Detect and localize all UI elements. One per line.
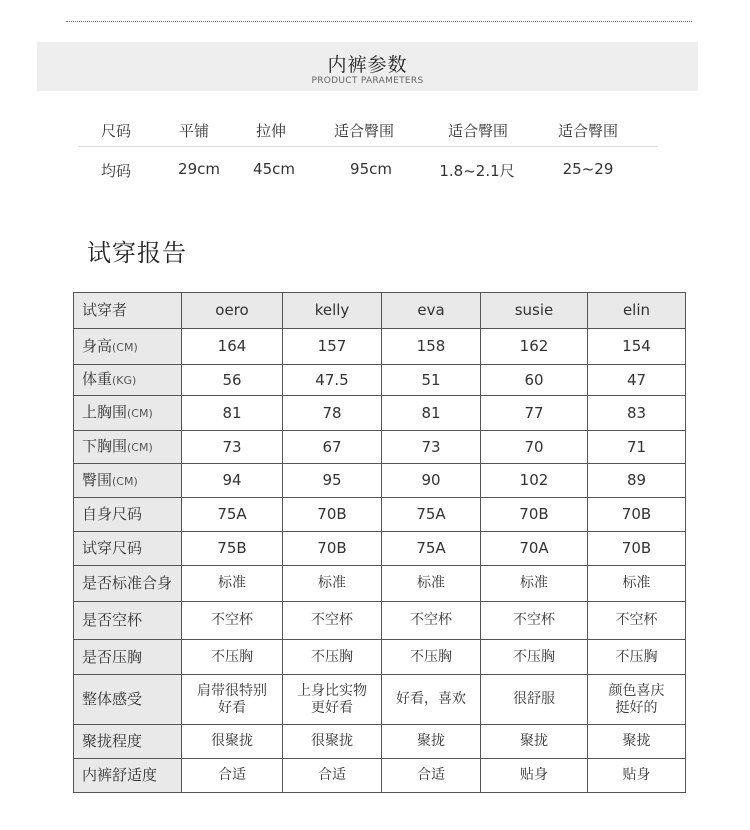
table-row [74, 675, 686, 725]
value-cell: 很舒服 [481, 675, 588, 725]
tester-name-cell: kelly [283, 293, 382, 329]
value-cell: 70B [283, 532, 382, 566]
table-row [74, 431, 686, 464]
value-cell: 很聚拢 [283, 725, 382, 759]
row-unit: (CM) [112, 474, 138, 488]
value-cell: 70 [481, 431, 588, 464]
value-cell: 标准 [382, 566, 481, 602]
row-label: 臀围 [82, 470, 113, 489]
value-cell: 81 [182, 396, 283, 431]
value-cell: 很聚拢 [182, 725, 283, 759]
value-cell: 70B [588, 498, 686, 532]
value-cell: 不压胸 [382, 640, 481, 675]
value-cell: 73 [182, 431, 283, 464]
value-cell: 70B [481, 498, 588, 532]
row-label-cell [74, 725, 182, 759]
value-cell: 不空杯 [481, 602, 588, 640]
table-row [74, 725, 686, 759]
value-cell: 肩带很特别 好看 [182, 675, 283, 725]
row-label-cell [74, 602, 182, 640]
value-cell: 不压胸 [283, 640, 382, 675]
value-cell: 60 [481, 365, 588, 396]
value-cell: 95 [283, 464, 382, 498]
header-label-cell: 试穿者 [74, 293, 182, 329]
row-label: 体重 [82, 370, 113, 388]
param-value-hip-2: 1.8~2.1尺 [439, 162, 515, 180]
row-label: 是否标准合身 [82, 574, 173, 592]
value-cell: 不压胸 [182, 640, 283, 675]
value-cell: 47.5 [283, 365, 382, 396]
value-cell: 81 [382, 396, 481, 431]
value-cell: 聚拢 [481, 725, 588, 759]
value-cell: 75A [182, 498, 283, 532]
row-unit: (CM) [127, 407, 153, 420]
row-label-cell [74, 431, 182, 464]
value-cell: 71 [588, 431, 686, 464]
section-banner [37, 42, 698, 91]
row-label-cell [74, 498, 182, 532]
tester-name-cell: eva [382, 293, 481, 329]
table-row [74, 566, 686, 602]
value-cell: 聚拢 [382, 725, 481, 759]
value-cell: 不空杯 [382, 602, 481, 640]
value-cell: 67 [283, 431, 382, 464]
value-cell: 75B [182, 532, 283, 566]
value-cell: 158 [382, 329, 481, 365]
value-cell: 102 [481, 464, 588, 498]
value-cell: 89 [588, 464, 686, 498]
value-cell: 聚拢 [588, 725, 686, 759]
row-label-cell [74, 396, 182, 431]
row-label-cell [74, 640, 182, 675]
trial-report-table [73, 292, 686, 793]
row-label-cell [74, 759, 182, 793]
value-cell: 不空杯 [182, 602, 283, 640]
tester-name-cell: oero [182, 293, 283, 329]
table-row [74, 365, 686, 396]
param-value-hip-3: 25~29 [562, 160, 614, 178]
value-cell: 上身比实物 更好看 [283, 675, 382, 725]
value-cell: 不压胸 [481, 640, 588, 675]
param-header-hip-1: 适合臀围 [333, 122, 395, 140]
value-cell: 154 [588, 329, 686, 365]
row-label-cell [74, 532, 182, 566]
value-cell: 标准 [182, 566, 283, 602]
table-row [74, 396, 686, 431]
value-cell: 不空杯 [588, 602, 686, 640]
value-cell: 94 [182, 464, 283, 498]
value-cell: 合适 [283, 759, 382, 793]
row-label-cell [74, 675, 182, 725]
value-cell: 标准 [481, 566, 588, 602]
value-cell: 合适 [382, 759, 481, 793]
value-cell: 标准 [588, 566, 686, 602]
table-row [74, 464, 686, 498]
table-row [74, 759, 686, 793]
table-row [74, 498, 686, 532]
row-label: 下胸围 [82, 437, 128, 455]
row-label: 上胸围 [82, 403, 128, 421]
row-label-cell [74, 566, 182, 602]
value-cell: 标准 [283, 566, 382, 602]
row-label: 是否空杯 [82, 611, 143, 629]
value-cell: 70B [588, 532, 686, 566]
row-label: 身高 [82, 336, 113, 355]
row-label: 自身尺码 [82, 505, 143, 523]
table-row [74, 532, 686, 566]
param-header-hip-3: 适合臀围 [557, 122, 619, 140]
value-cell: 合适 [182, 759, 283, 793]
value-cell: 不空杯 [283, 602, 382, 640]
value-cell: 75A [382, 532, 481, 566]
banner-subtitle: PRODUCT PARAMETERS [311, 76, 424, 86]
report-title: 试穿报告 [87, 239, 187, 267]
param-header-flat: 平铺 [178, 122, 210, 140]
row-unit: (KG) [112, 374, 137, 387]
row-label: 聚拢程度 [82, 732, 143, 750]
row-unit: (CM) [112, 340, 138, 354]
banner-title: 内裤参数 [327, 54, 408, 76]
params-table [78, 110, 658, 190]
row-label-cell [74, 329, 182, 365]
value-cell: 47 [588, 365, 686, 396]
tester-name-cell: elin [588, 293, 686, 329]
value-cell: 75A [382, 498, 481, 532]
dotted-divider [66, 21, 692, 22]
table-header-row [74, 293, 686, 329]
value-cell: 56 [182, 365, 283, 396]
value-cell: 90 [382, 464, 481, 498]
value-cell: 157 [283, 329, 382, 365]
value-cell: 70B [283, 498, 382, 532]
param-value-stretch: 45cm [253, 160, 295, 178]
table-row [74, 602, 686, 640]
param-header-stretch: 拉伸 [255, 122, 287, 140]
param-header-size: 尺码 [100, 122, 132, 140]
value-cell: 73 [382, 431, 481, 464]
table-row [74, 329, 686, 365]
value-cell: 164 [182, 329, 283, 365]
row-label: 试穿尺码 [82, 539, 143, 557]
param-value-size: 均码 [100, 162, 132, 180]
param-value-hip-1: 95cm [350, 160, 392, 178]
table-row [74, 640, 686, 675]
value-cell: 51 [382, 365, 481, 396]
row-label-cell [74, 464, 182, 498]
value-cell: 162 [481, 329, 588, 365]
param-value-flat: 29cm [178, 160, 220, 178]
tester-name-cell: susie [481, 293, 588, 329]
row-label-cell [74, 365, 182, 396]
value-cell: 好看，喜欢 [382, 675, 481, 725]
row-label: 内裤舒适度 [82, 766, 158, 784]
row-label: 整体感受 [82, 690, 143, 708]
params-separator [78, 146, 658, 147]
value-cell: 77 [481, 396, 588, 431]
value-cell: 不压胸 [588, 640, 686, 675]
value-cell: 颜色喜庆 挺好的 [588, 675, 686, 725]
param-header-hip-2: 适合臀围 [447, 122, 509, 140]
value-cell: 贴身 [481, 759, 588, 793]
value-cell: 贴身 [588, 759, 686, 793]
row-unit: (CM) [127, 441, 153, 454]
row-label: 是否压胸 [82, 647, 143, 666]
value-cell: 83 [588, 396, 686, 431]
value-cell: 70A [481, 532, 588, 566]
value-cell: 78 [283, 396, 382, 431]
